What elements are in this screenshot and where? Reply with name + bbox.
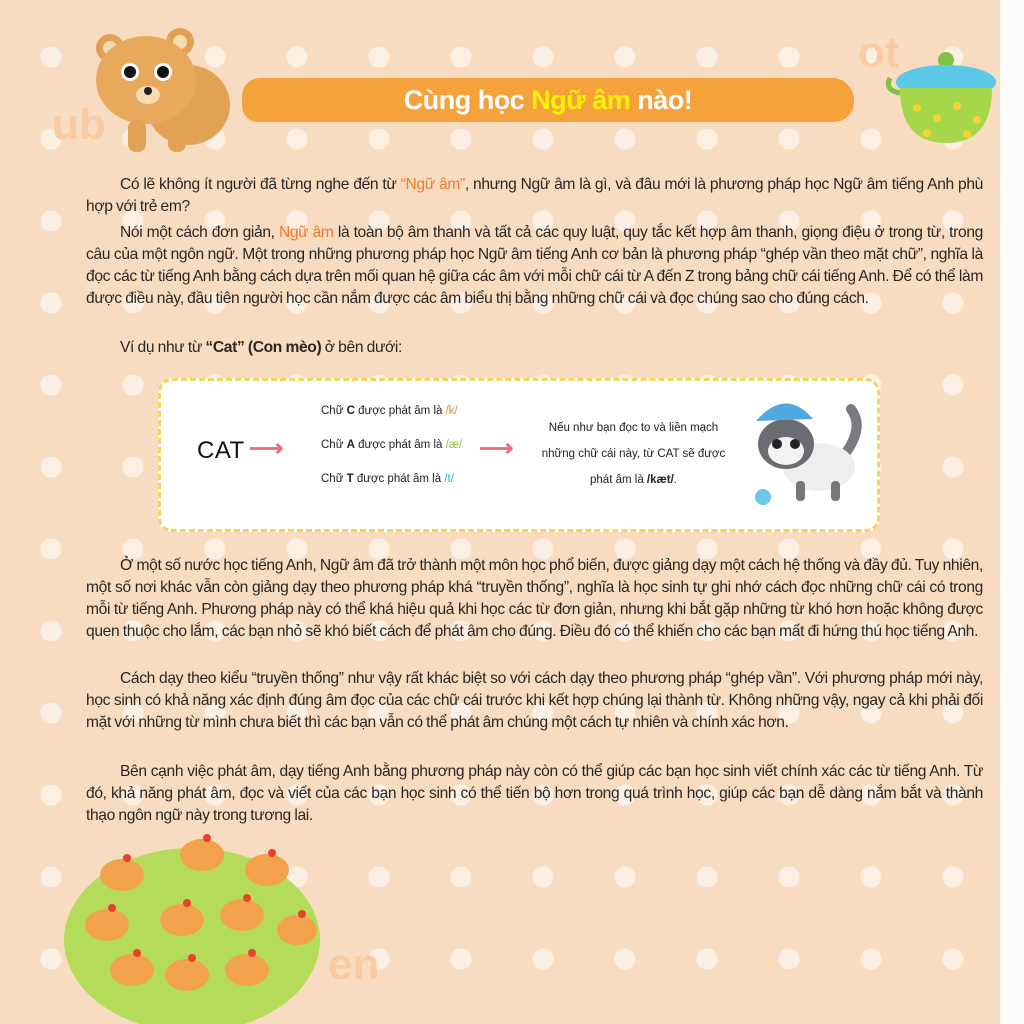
- deco-letters-ub: ub: [52, 100, 106, 149]
- text: Chữ: [321, 473, 344, 485]
- highlight-term: Ngữ âm: [278, 223, 334, 241]
- paragraph-traditional: Ở một số nước học tiếng Anh, Ngữ âm đã trở thành một môn học phổ biến, được giảng dạy một cách hệ thống và đầy đủ. Tuy nhiên, một số nơi khác vẫn còn giảng dạy theo phương pháp khá “truyền thống”, nghĩa là học sinh tự ghi nhớ cách đọc những chữ cái có trong mỗi từ tiếng Anh. Phương pháp này có thể khá hiệu quả khi học các từ đơn giản, nhưng khi bắt gặp những từ khó hơn hoặc không được quen thuộc cho lắm, các bạn nhỏ sẽ khó biết cách để phát âm cho đúng. Điều đó có thể khiến cho các bạn mất đi hứng thú học tiếng Anh.: [86, 556, 983, 641]
- text: ở bên dưới:: [321, 338, 403, 356]
- cat-illustration: [741, 389, 871, 519]
- text: , nhưng Ngữ âm là gì, và đâu mới là phương pháp học Ngữ âm tiếng Anh phù hợp với trẻ em?: [86, 175, 983, 215]
- example-box: [158, 378, 880, 532]
- example-word: CAT: [197, 437, 245, 464]
- text: được phát âm là: [358, 405, 443, 417]
- deco-letters-ot: ot: [858, 28, 900, 77]
- paragraph-phonics-method: Cách dạy theo kiểu “truyền thống” như vậy rất khác biệt so với cách dạy theo phương pháp “ghép vần”. Với phương pháp mới này, học sinh có khả năng xác định đúng âm đọc của các chữ cái trước khi kết hợp chúng lại thành từ. Không những vậy, ngay cả khi phải đối mặt với những từ mình chưa biết thì các bạn vẫn có thể phát âm chúng một cách tự nhiên và chính xác hơn.: [86, 669, 983, 731]
- text: Nói một cách đơn giản,: [120, 223, 279, 241]
- rule-c: [321, 405, 458, 417]
- sound: /æ/: [445, 439, 463, 451]
- text: Nếu như bạn đọc to và liền mạch những chữ cái này, từ CAT sẽ được phát âm là: [541, 422, 726, 486]
- sound: /t/: [444, 473, 454, 485]
- title-part1: Cùng học: [403, 84, 525, 115]
- deco-letters-en: en: [328, 940, 380, 989]
- text: Chữ: [321, 439, 344, 451]
- pot-illustration: [882, 48, 1000, 148]
- text: là toàn bộ âm thanh và tất cả các quy luật, quy tắc kết hợp âm thanh, giọng điệu ở trong từ, trong câu của một ngôn ngữ. Một trong những phương pháp học Ngữ âm tiếng Anh cơ bản là phương pháp “ghép vần theo mặt chữ”, nghĩa là đọc các từ tiếng Anh bằng cách dựa trên mối quan hệ giữa các âm với mỗi chữ cái từ A đến Z trong bảng chữ cái tiếng Anh. Để có thể làm được điều này, đầu tiên người học cần nắm được các âm biểu thị bằng những chữ cái và đọc chúng sao cho đúng cách.: [86, 223, 983, 308]
- rule-t: [321, 473, 454, 485]
- bold-term: “Cat” (Con mèo): [205, 338, 322, 356]
- text: .: [673, 474, 677, 486]
- text: được phát âm là: [358, 439, 443, 451]
- text: Có lẽ không ít người đã từng nghe đến từ: [120, 175, 401, 193]
- highlight-term: “Ngữ âm”: [400, 175, 465, 193]
- letter: C: [346, 405, 355, 417]
- rule-a: [321, 439, 462, 451]
- title-highlight: Ngữ âm: [531, 84, 631, 115]
- sound: /k/: [445, 405, 458, 417]
- sound: /kæt/: [646, 474, 674, 486]
- text: Ví dụ như từ: [120, 338, 206, 356]
- text: được phát âm là: [356, 473, 442, 485]
- paragraph-definition: [86, 222, 983, 311]
- hens-illustration: [62, 820, 332, 1024]
- title-part2: nào!: [637, 84, 693, 115]
- example-result: [531, 415, 736, 493]
- title-banner: [242, 78, 854, 122]
- letter: A: [346, 439, 355, 451]
- paragraph-benefits: Bên cạnh việc phát âm, dạy tiếng Anh bằng phương pháp này còn có thể giúp các bạn học sinh viết chính xác các từ tiếng Anh. Từ đó, khả năng phát âm, đọc và viết của các bạn học sinh có thể tiến bộ hơn trong quá trình học, giúp các bạn dễ dàng nắm bắt và thành thạo ngôn ngữ này trong tương lai.: [86, 762, 983, 824]
- arrow-right-icon: ⟶: [249, 435, 284, 462]
- bear-illustration: [88, 20, 233, 160]
- paragraph-example-intro: [86, 337, 983, 359]
- paragraph-intro: [86, 174, 983, 218]
- arrow-right-icon: ⟶: [479, 435, 514, 462]
- letter: T: [346, 473, 354, 485]
- text: Chữ: [321, 405, 344, 417]
